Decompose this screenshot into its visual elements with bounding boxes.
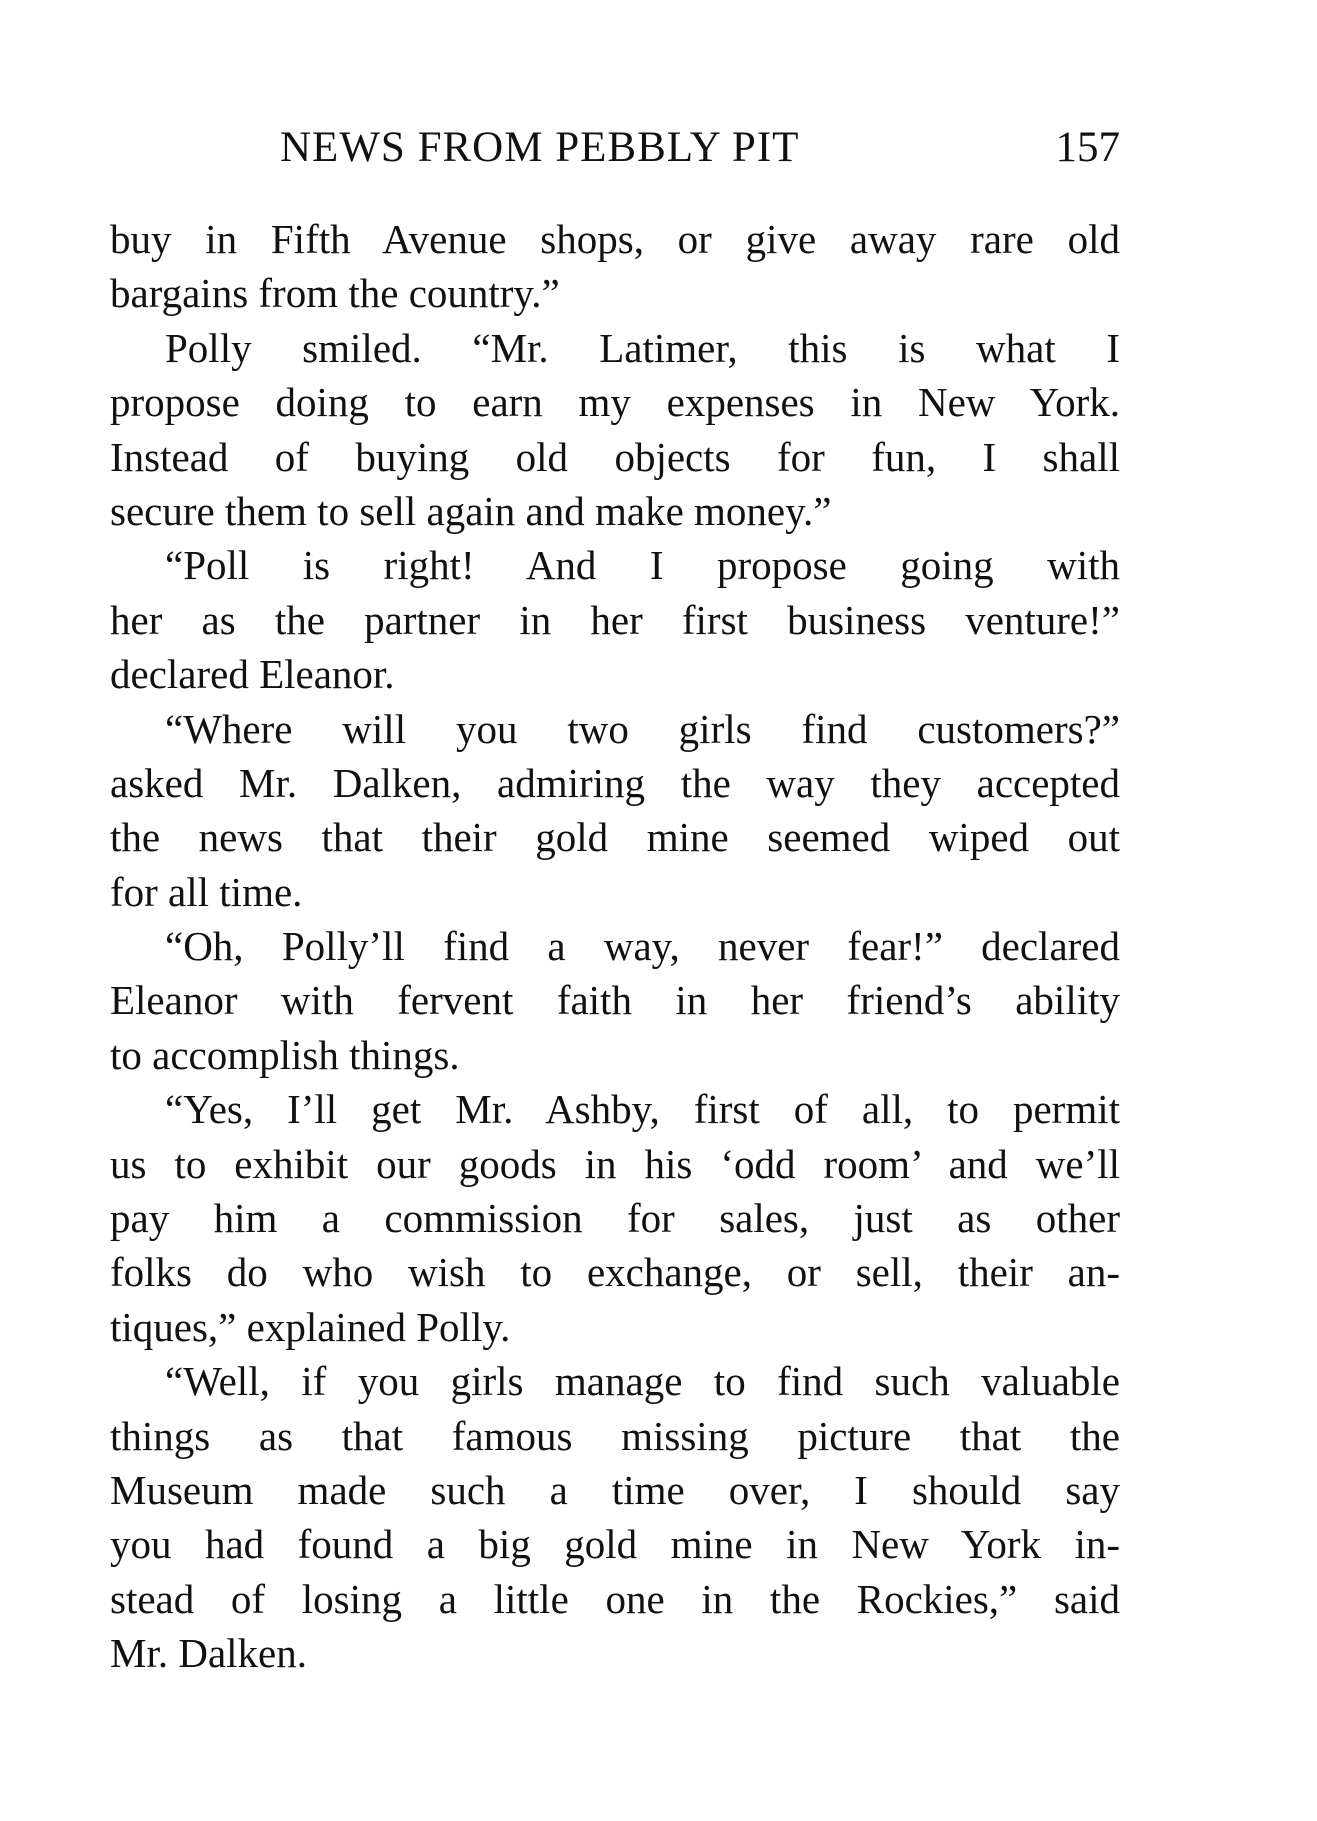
text-line: Instead of buying old objects for fun, I shall	[110, 433, 1120, 480]
text-line: bargains from the country.”	[110, 270, 560, 317]
text-line: Museum made such a time over, I should say	[110, 1466, 1120, 1513]
body-text	[110, 212, 1120, 1681]
text-line: “Poll is right! And I propose going with	[165, 542, 1120, 589]
text-line: things as that famous missing picture that the	[110, 1412, 1120, 1459]
text-line: Mr. Dalken.	[110, 1630, 307, 1677]
text-line: you had found a big gold mine in New York in-	[110, 1521, 1120, 1568]
text-line: to accomplish things.	[110, 1031, 460, 1078]
text-line: propose doing to earn my expenses in New York.	[110, 379, 1120, 426]
text-line: pay him a commission for sales, just as other	[110, 1195, 1120, 1242]
text-line: “Oh, Polly’ll find a way, never fear!” declared	[165, 923, 1120, 970]
page-number: 157	[1055, 124, 1120, 171]
text-line: Eleanor with fervent faith in her friend’s ability	[110, 977, 1120, 1024]
text-line: Polly smiled. “Mr. Latimer, this is what I	[165, 324, 1120, 371]
text-line: folks do who wish to exchange, or sell, their an-	[110, 1249, 1120, 1296]
text-line: secure them to sell again and make money.”	[110, 487, 832, 534]
text-line: the news that their gold mine seemed wiped out	[110, 814, 1120, 861]
text-line: buy in Fifth Avenue shops, or give away rare old	[110, 216, 1120, 262]
running-title: NEWS FROM PEBBLY PIT	[280, 124, 800, 171]
text-line: stead of losing a little one in the Rockies,” said	[110, 1575, 1120, 1622]
text-line: her as the partner in her first business venture!”	[110, 596, 1120, 643]
text-line: tiques,” explained Polly.	[110, 1303, 511, 1350]
text-line: asked Mr. Dalken, admiring the way they accepted	[110, 759, 1120, 806]
text-line: us to exhibit our goods in his ‘odd room’ and we’ll	[110, 1140, 1120, 1187]
text-line: “Well, if you girls manage to find such valuable	[165, 1358, 1120, 1405]
text-line: declared Eleanor.	[110, 651, 395, 698]
running-head	[110, 118, 1120, 178]
text-line: for all time.	[110, 868, 303, 915]
text-line: “Where will you two girls find customers?”	[165, 705, 1120, 752]
text-line: “Yes, I’ll get Mr. Ashby, first of all, to permit	[165, 1086, 1120, 1133]
